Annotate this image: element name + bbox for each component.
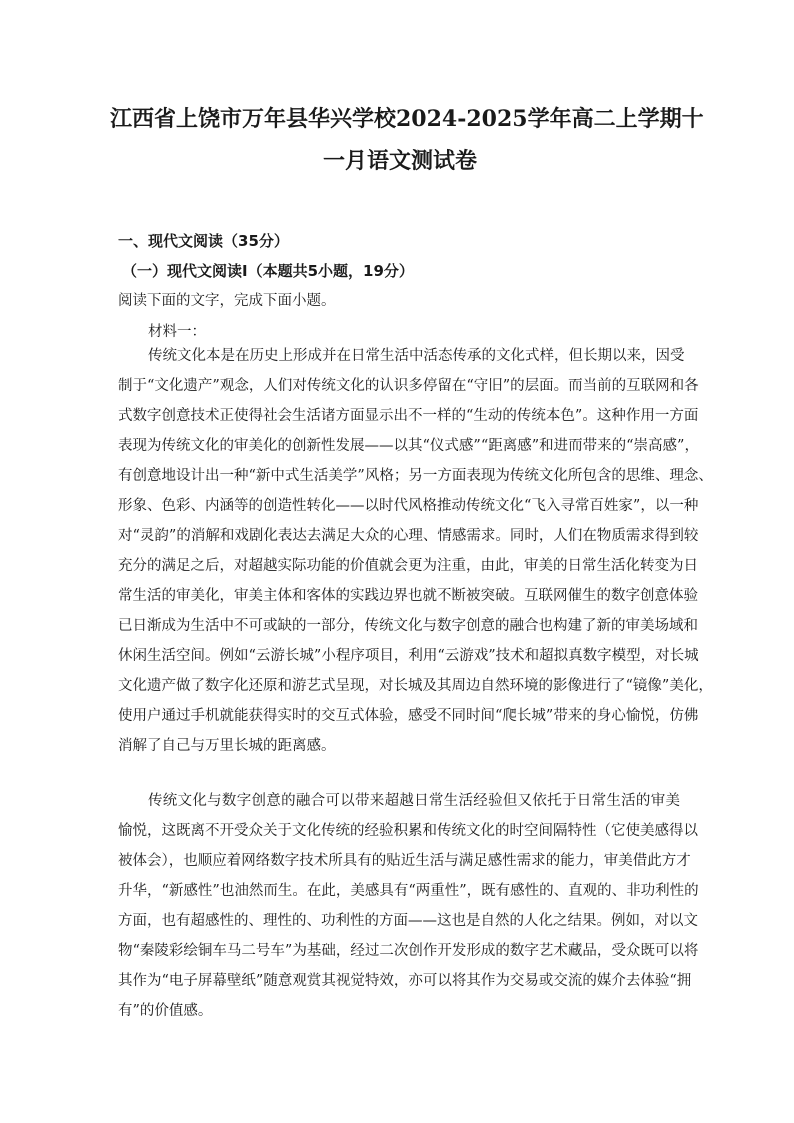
subsection-heading: （一）现代文阅读Ⅰ（本题共5小题，19分） — [122, 262, 414, 280]
paragraph-line: 传统文化本是在历史上形成并在日常生活中活态传承的文化式样，但长期以来，因受 — [148, 348, 685, 364]
paragraph-line: 传统文化与数字创意的融合可以带来超越日常生活经验但又依托于日常生活的审美 — [148, 793, 680, 809]
paragraph-line: 消解了自己与万里长城的距离感。 — [118, 738, 336, 754]
paragraph-line: 休闲生活空间。例如“云游长城”小程序项目，利用“云游戏”技术和超拟真数字模型，对长城 — [118, 648, 699, 664]
paragraph-2 — [118, 786, 699, 1026]
material-label: 材料一： — [148, 324, 206, 340]
paragraph-line: 其作为“电子屏幕壁纸”随意观赏其视觉特效，亦可以将其作为交易或交流的媒介去体验“拥 — [118, 973, 692, 989]
paragraph-line: 有”的价值感。 — [118, 1003, 213, 1019]
paragraph-line: 方面，也有超感性的、理性的、功利性的方面——这也是自然的人化之结果。例如，对以文 — [118, 913, 698, 929]
paragraph-line: 有创意地设计出一种“新中式生活美学”风格；另一方面表现为传统文化所包含的思维、理念、 — [118, 468, 713, 484]
reading-instruction: 阅读下面的文字，完成下面小题。 — [118, 293, 336, 309]
paragraph-line: 文化遗产做了数字化还原和游艺式呈现，对长城及其周边自然环境的影像进行了“镜像”美化， — [118, 678, 713, 694]
paragraph-line: 对“灵韵”的消解和戏剧化表达去满足大众的心理、情感需求。同时，人们在物质需求得到较 — [118, 528, 699, 544]
paragraph-line: 常生活的审美化，审美主体和客体的实践边界也就不断被突破。互联网催生的数字创意体验 — [118, 588, 698, 604]
paragraph-line: 物“秦陵彩绘铜车马二号车”为基础，经过二次创作开发形成的数字艺术藏品，受众既可以将 — [118, 943, 699, 959]
section-heading: 一、现代文阅读（35分） — [118, 232, 289, 250]
paragraph-line: 已日渐成为生活中不可或缺的一部分，传统文化与数字创意的融合也构建了新的审美场域和 — [118, 618, 698, 634]
exam-title-line-1: 江西省上饶市万年县华兴学校2024-2025学年高二上学期十 — [110, 106, 704, 132]
paragraph-line: 制于“文化遗产”观念，人们对传统文化的认识多停留在“守旧”的层面。而当前的互联网和各 — [118, 378, 699, 394]
paragraph-line: 使用户通过手机就能获得实时的交互式体验，感受不同时间“爬长城”带来的身心愉悦，仿佛 — [118, 708, 699, 724]
paragraph-1 — [118, 341, 713, 761]
paragraph-line: 愉悦，这既离不开受众关于文化传统的经验积累和传统文化的时空间隔特性（它使美感得以 — [118, 823, 698, 839]
paragraph-line: 被体会），也顺应着网络数字技术所具有的贴近生活与满足感性需求的能力，审美借此方才 — [118, 853, 691, 869]
paragraph-line: 表现为传统文化的审美化的创新性发展——以其“仪式感”“距离感”和进而带来的“崇高感”， — [118, 438, 699, 454]
paragraph-line: 式数字创意技术正使得社会生活诸方面显示出不一样的“生动的传统本色”。这种作用一方面 — [118, 408, 699, 424]
paragraph-line: 充分的满足之后，对超越实际功能的价值就会更为注重，由此，审美的日常生活化转变为日 — [118, 558, 698, 574]
paragraph-line: 形象、色彩、内涵等的创造性转化——以时代风格推动传统文化“飞入寻常百姓家”，以一种 — [118, 498, 699, 514]
exam-title-line-2: 一月语文测试卷 — [322, 148, 477, 174]
paragraph-line: 升华，“新感性”也油然而生。在此，美感具有“两重性”，既有感性的、直观的、非功利性的 — [118, 883, 699, 899]
